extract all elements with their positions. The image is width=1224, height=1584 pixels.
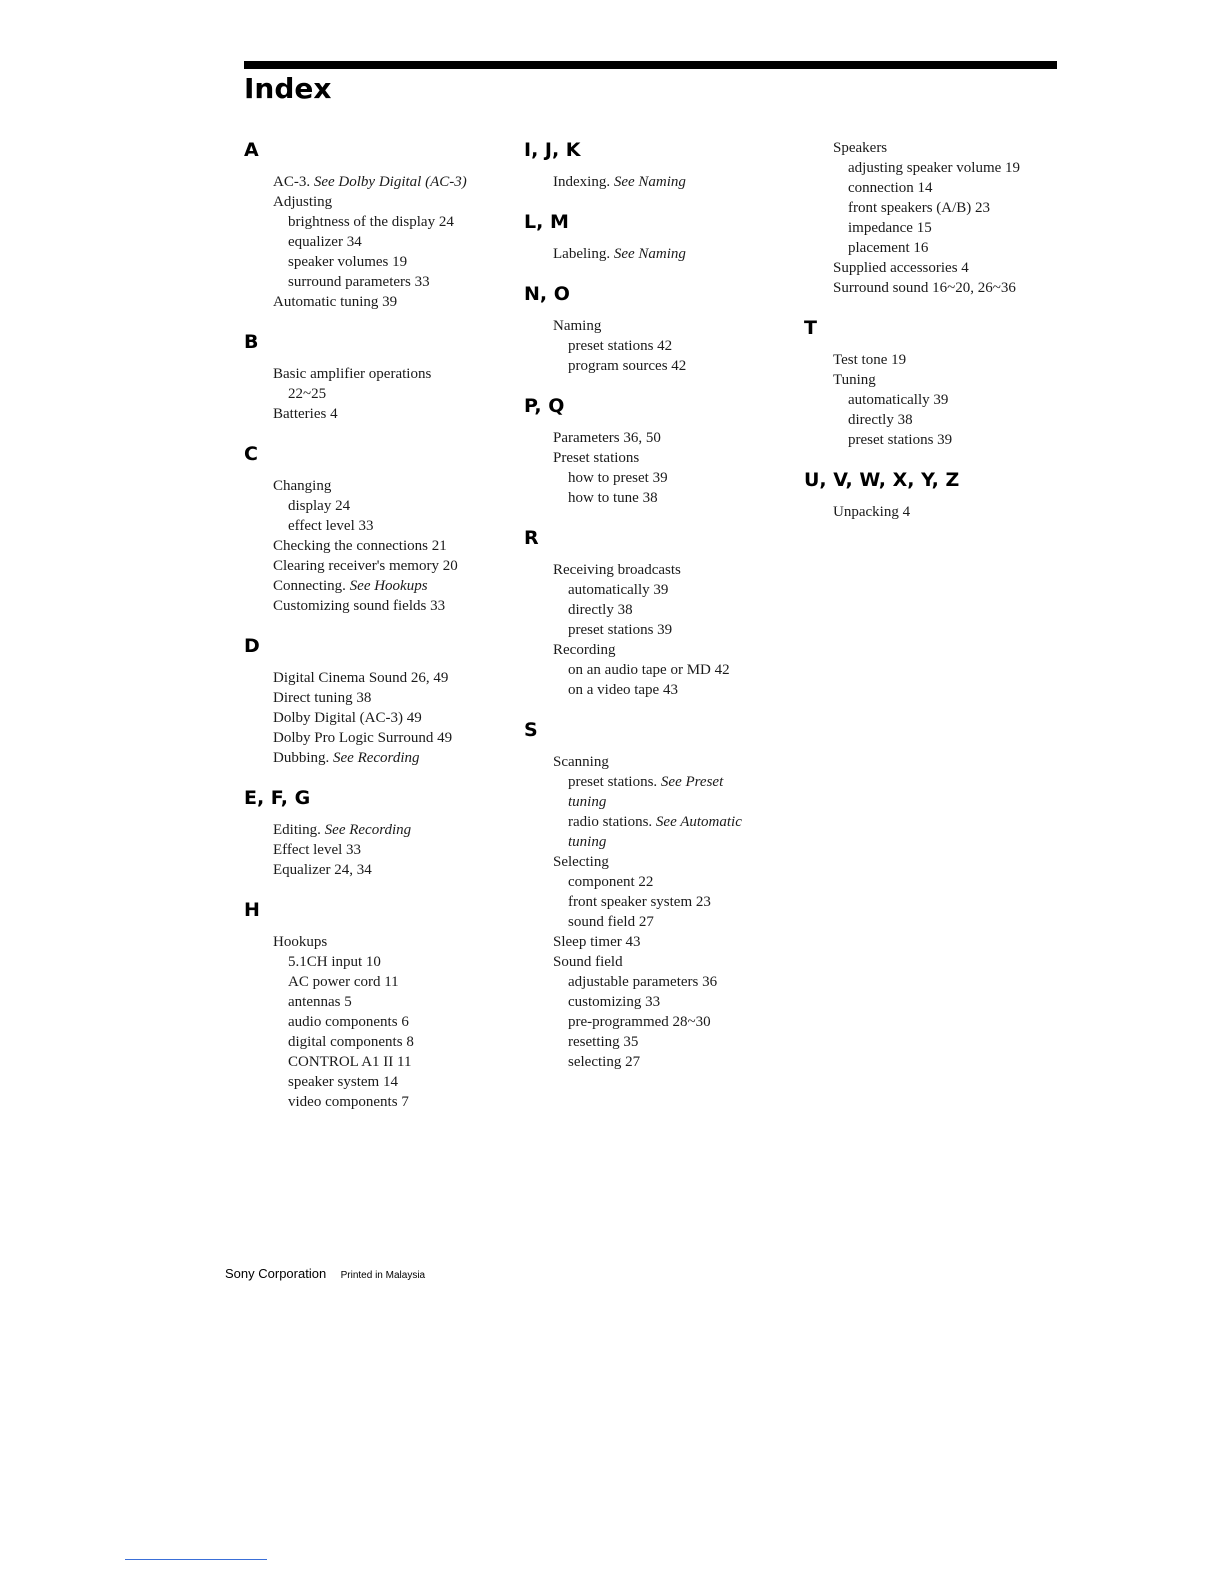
index-entry-list — [524, 560, 794, 700]
index-subentry — [524, 620, 794, 640]
entry-text: Scanning — [553, 754, 609, 770]
entry-text: Parameters 36, 50 — [553, 430, 661, 446]
entry-text: Sound field — [553, 954, 623, 970]
entry-text: Surround sound 16~20, 26~36 — [833, 280, 1016, 296]
index-section — [244, 634, 504, 768]
index-entry-list — [524, 244, 794, 264]
index-entry — [244, 172, 504, 192]
index-subentry — [804, 238, 1064, 258]
index-entry-list — [244, 820, 504, 880]
index-entry — [524, 560, 794, 580]
index-entry — [804, 258, 1064, 278]
entry-text: equalizer 34 — [288, 234, 362, 250]
index-subentry — [524, 892, 794, 912]
index-subentry — [244, 1092, 504, 1112]
index-subentry — [524, 912, 794, 932]
entry-text: Direct tuning 38 — [273, 690, 372, 706]
index-section — [524, 210, 794, 264]
index-entry-list — [804, 502, 1064, 522]
entry-text: sound field 27 — [568, 914, 654, 930]
index-subentry — [244, 496, 504, 516]
index-entry — [524, 640, 794, 660]
index-section — [244, 898, 504, 1112]
entry-text: Speakers — [833, 140, 888, 156]
entry-text: video components 7 — [288, 1094, 409, 1110]
section-letter-heading: T — [804, 317, 817, 339]
entry-text: Labeling. — [553, 246, 611, 262]
index-entry — [524, 852, 794, 872]
index-column-1 — [244, 138, 504, 1130]
entry-text: Equalizer 24, 34 — [273, 862, 372, 878]
entry-text: selecting 27 — [568, 1054, 641, 1070]
entry-text: resetting 35 — [568, 1034, 639, 1050]
index-subentry — [244, 952, 504, 972]
index-entry — [524, 428, 794, 448]
section-letter-heading: R — [524, 527, 539, 549]
entry-text: connection 14 — [848, 180, 933, 196]
index-entry-list — [244, 172, 504, 312]
index-subentry — [524, 680, 794, 700]
entry-text: how to preset 39 — [568, 470, 668, 486]
index-entry — [244, 596, 504, 616]
entry-text: directly 38 — [568, 602, 633, 618]
index-subentry — [804, 158, 1064, 178]
entry-text: Checking the connections 21 — [273, 538, 447, 554]
index-subentry — [244, 272, 504, 292]
entry-text: Changing — [273, 478, 332, 494]
section-letter-heading: H — [244, 899, 260, 921]
cross-reference: tuning — [568, 834, 607, 850]
index-entry-list — [524, 752, 794, 1072]
entry-text: Unpacking 4 — [833, 504, 911, 520]
entry-text: Editing. — [273, 822, 321, 838]
index-section — [244, 330, 504, 424]
entry-text: Selecting — [553, 854, 609, 870]
index-subentry — [804, 198, 1064, 218]
cross-reference: See Hookups — [349, 578, 428, 594]
index-section — [244, 786, 504, 880]
index-entry — [244, 820, 504, 840]
section-letter-heading: E, F, G — [244, 787, 311, 809]
index-entry — [244, 932, 504, 952]
index-entry — [804, 138, 1064, 158]
entry-text: adjusting speaker volume 19 — [848, 160, 1021, 176]
entry-text: Preset stations — [553, 450, 640, 466]
index-subentry — [524, 812, 794, 832]
entry-text: component 22 — [568, 874, 654, 890]
index-subentry — [244, 516, 504, 536]
entry-text: surround parameters 33 — [288, 274, 430, 290]
index-subentry — [524, 792, 794, 812]
index-subentry — [524, 1012, 794, 1032]
index-subentry — [804, 410, 1064, 430]
index-subentry — [804, 430, 1064, 450]
entry-text: program sources 42 — [568, 358, 687, 374]
index-entry — [244, 688, 504, 708]
index-entry — [244, 404, 504, 424]
entry-text: speaker volumes 19 — [288, 254, 408, 270]
cross-reference: See Naming — [613, 246, 686, 262]
index-column-3 — [804, 138, 1064, 540]
entry-text: preset stations 42 — [568, 338, 673, 354]
index-entry-list — [244, 932, 504, 1112]
section-letter-heading: B — [244, 331, 259, 353]
index-entry — [524, 752, 794, 772]
index-subentry — [524, 832, 794, 852]
index-entry — [804, 370, 1064, 390]
index-entry — [244, 748, 504, 768]
entry-text: Dolby Digital (AC-3) 49 — [273, 710, 422, 726]
entry-text: placement 16 — [848, 240, 929, 256]
index-entry — [244, 840, 504, 860]
entry-text: AC-3. — [273, 174, 311, 190]
index-section — [524, 282, 794, 376]
entry-text: impedance 15 — [848, 220, 932, 236]
entry-text: preset stations 39 — [848, 432, 953, 448]
index-entry — [244, 860, 504, 880]
cross-reference: See Recording — [333, 750, 420, 766]
index-subentry — [524, 488, 794, 508]
section-letter-heading: L, M — [524, 211, 569, 233]
entry-text: Recording — [553, 642, 616, 658]
index-section — [524, 138, 794, 192]
entry-text: Effect level 33 — [273, 842, 362, 858]
index-subentry — [524, 468, 794, 488]
section-letter-heading: P, Q — [524, 395, 565, 417]
index-entry — [524, 952, 794, 972]
footer-corporation: Sony Corporation — [225, 1266, 327, 1281]
page-title: Index — [244, 72, 332, 105]
index-entry-list — [244, 364, 504, 424]
entry-text: Automatic tuning 39 — [273, 294, 398, 310]
entry-text: automatically 39 — [848, 392, 949, 408]
index-entry — [524, 316, 794, 336]
entry-text: preset stations. — [568, 774, 658, 790]
index-subentry — [244, 1052, 504, 1072]
index-entry — [244, 292, 504, 312]
index-section — [244, 442, 504, 616]
index-entry — [244, 364, 504, 384]
index-section — [524, 526, 794, 700]
index-subentry — [244, 972, 504, 992]
index-subentry — [524, 1032, 794, 1052]
entry-text: 22~25 — [288, 386, 327, 402]
index-entry — [804, 278, 1064, 298]
index-subentry — [524, 580, 794, 600]
index-entry — [244, 708, 504, 728]
index-subentry — [244, 992, 504, 1012]
entry-text: Naming — [553, 318, 602, 334]
entry-text: display 24 — [288, 498, 351, 514]
entry-text: on a video tape 43 — [568, 682, 678, 698]
cross-reference: tuning — [568, 794, 607, 810]
entry-text: adjustable parameters 36 — [568, 974, 718, 990]
top-rule — [244, 61, 1057, 69]
entry-text: radio stations. — [568, 814, 653, 830]
cross-reference: See Automatic — [655, 814, 742, 830]
cross-reference: See Preset — [660, 774, 724, 790]
entry-text: Supplied accessories 4 — [833, 260, 969, 276]
entry-text: 5.1CH input 10 — [288, 954, 381, 970]
index-section — [804, 468, 1064, 522]
index-entry — [244, 556, 504, 576]
entry-text: Basic amplifier operations — [273, 366, 432, 382]
index-entry-list — [524, 172, 794, 192]
index-column-2 — [524, 138, 794, 1090]
section-letter-heading: I, J, K — [524, 139, 581, 161]
entry-text: effect level 33 — [288, 518, 374, 534]
entry-text: digital components 8 — [288, 1034, 414, 1050]
index-entry — [244, 668, 504, 688]
index-section — [524, 394, 794, 508]
index-subentry — [804, 178, 1064, 198]
index-entry-list — [804, 138, 1064, 298]
index-section — [804, 138, 1064, 298]
section-letter-heading: S — [524, 719, 538, 741]
entry-text: Sleep timer 43 — [553, 934, 641, 950]
index-subentry — [244, 1072, 504, 1092]
section-letter-heading: D — [244, 635, 260, 657]
section-letter-heading: A — [244, 139, 259, 161]
index-subentry — [804, 218, 1064, 238]
index-subentry — [244, 252, 504, 272]
section-letter-heading: U, V, W, X, Y, Z — [804, 469, 960, 491]
entry-text: speaker system 14 — [288, 1074, 398, 1090]
entry-text: CONTROL A1 II 11 — [288, 1054, 412, 1070]
entry-text: Digital Cinema Sound 26, 49 — [273, 670, 449, 686]
index-subentry — [524, 660, 794, 680]
entry-text: Dubbing. — [273, 750, 330, 766]
index-entry — [244, 192, 504, 212]
index-entry — [804, 502, 1064, 522]
index-entry-list — [244, 476, 504, 616]
index-entry-list — [804, 350, 1064, 450]
section-letter-heading: N, O — [524, 283, 570, 305]
entry-text: front speakers (A/B) 23 — [848, 200, 991, 216]
index-entry — [244, 536, 504, 556]
index-entry — [804, 350, 1064, 370]
index-entry — [244, 728, 504, 748]
entry-text: Hookups — [273, 934, 328, 950]
index-subentry — [244, 212, 504, 232]
entry-text: Test tone 19 — [833, 352, 907, 368]
index-entry — [524, 448, 794, 468]
index-subentry — [244, 1012, 504, 1032]
entry-text: customizing 33 — [568, 994, 661, 1010]
index-subentry — [524, 872, 794, 892]
index-subentry — [524, 1052, 794, 1072]
entry-text: Indexing. — [553, 174, 611, 190]
index-subentry — [524, 772, 794, 792]
footer-printed-in: Printed in Malaysia — [340, 1270, 426, 1281]
entry-text: pre-programmed 28~30 — [568, 1014, 711, 1030]
entry-text: directly 38 — [848, 412, 913, 428]
entry-text: audio components 6 — [288, 1014, 409, 1030]
index-subentry — [804, 390, 1064, 410]
footer — [225, 1265, 425, 1283]
index-entry — [524, 172, 794, 192]
entry-text: Receiving broadcasts — [553, 562, 681, 578]
index-entry — [524, 932, 794, 952]
index-entry-list — [244, 668, 504, 768]
index-entry — [244, 576, 504, 596]
index-entry — [244, 476, 504, 496]
index-entry-list — [524, 428, 794, 508]
entry-text: AC power cord 11 — [288, 974, 399, 990]
entry-text: brightness of the display 24 — [288, 214, 454, 230]
index-entry-list — [524, 316, 794, 376]
entry-text: Batteries 4 — [273, 406, 338, 422]
entry-text: Dolby Pro Logic Surround 49 — [273, 730, 453, 746]
index-section — [244, 138, 504, 312]
entry-text: Clearing receiver's memory 20 — [273, 558, 458, 574]
cross-reference: See Dolby Digital (AC-3) — [313, 174, 467, 190]
cross-reference: See Naming — [613, 174, 686, 190]
entry-text: how to tune 38 — [568, 490, 658, 506]
index-entry — [524, 244, 794, 264]
index-subentry — [244, 384, 504, 404]
entry-text: Customizing sound fields 33 — [273, 598, 446, 614]
index-section — [804, 316, 1064, 450]
entry-text: Connecting. — [273, 578, 346, 594]
entry-text: Adjusting — [273, 194, 333, 210]
entry-text: antennas 5 — [288, 994, 352, 1010]
index-subentry — [524, 356, 794, 376]
section-letter-heading: C — [244, 443, 258, 465]
entry-text: on an audio tape or MD 42 — [568, 662, 730, 678]
entry-text: Tuning — [833, 372, 876, 388]
entry-text: front speaker system 23 — [568, 894, 711, 910]
index-subentry — [524, 972, 794, 992]
bottom-divider — [125, 1559, 267, 1560]
entry-text: automatically 39 — [568, 582, 669, 598]
index-subentry — [524, 600, 794, 620]
index-subentry — [244, 232, 504, 252]
entry-text: preset stations 39 — [568, 622, 673, 638]
index-subentry — [524, 336, 794, 356]
index-subentry — [244, 1032, 504, 1052]
cross-reference: See Recording — [324, 822, 412, 838]
index-subentry — [524, 992, 794, 1012]
index-section — [524, 718, 794, 1072]
